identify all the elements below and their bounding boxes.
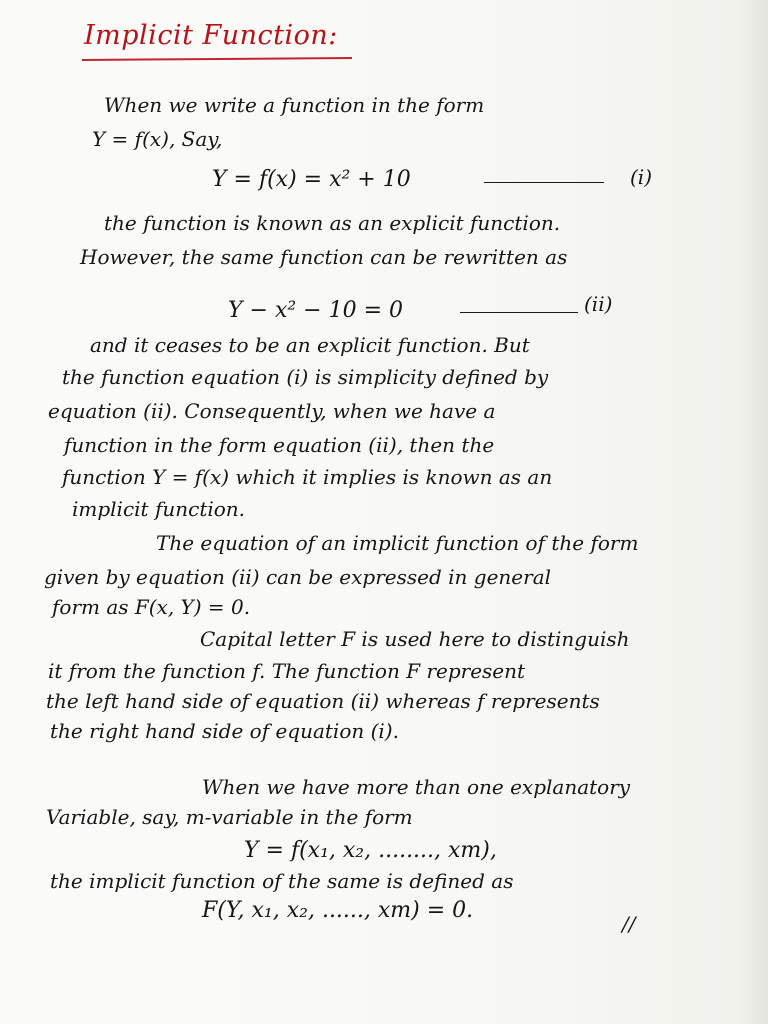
text-line: Capital letter F is used here to distinguish [200,627,630,651]
text-line: given by equation (ii) can be expressed in general [44,565,552,589]
text-line: it from the function f. The function F represent [48,659,526,683]
text-line: The equation of an implicit function of the form [156,531,639,555]
text-line: function in the form equation (ii), then the [64,433,495,457]
equation-number: (ii) [584,292,613,316]
equation-leader [460,312,578,313]
equation-leader [484,182,604,183]
title-underline [82,57,352,61]
text-line: However, the same function can be rewritten as [80,245,568,269]
equation-line: F(Y, x₁, x₂, ......, xm) = 0. [202,898,474,923]
equation-line: Y = f(x₁, x₂, ........, xm), [244,838,497,863]
text-line: the left hand side of equation (ii) whereas f represents [46,689,600,713]
text-line: When we write a function in the form [104,93,485,117]
equation-line: Y = f(x) = x² + 10 [212,167,411,192]
text-line: equation (ii). Consequently, when we have a [48,399,496,423]
text-line: function Y = f(x) which it implies is known as an [62,465,553,489]
page-title: Implicit Function: [84,20,338,51]
text-line: Variable, say, m-variable in the form [46,805,413,829]
text-line: When we have more than one explanatory [202,775,631,799]
equation-line: Y − x² − 10 = 0 [228,298,404,323]
text-line: the implicit function of the same is defined as [50,869,514,893]
text-line: form as F(x, Y) = 0. [52,595,251,619]
text-line: Y = f(x), Say, [92,127,223,151]
equation-number: (i) [630,165,653,189]
text-line: the function equation (i) is simplicity defined by [62,365,549,389]
text-line: implicit function. [72,497,246,521]
text-line: the right hand side of equation (i). [50,719,399,743]
text-line: and it ceases to be an explicit function. But [90,333,530,357]
end-mark: // [622,912,636,936]
text-line: the function is known as an explicit function. [104,211,561,235]
